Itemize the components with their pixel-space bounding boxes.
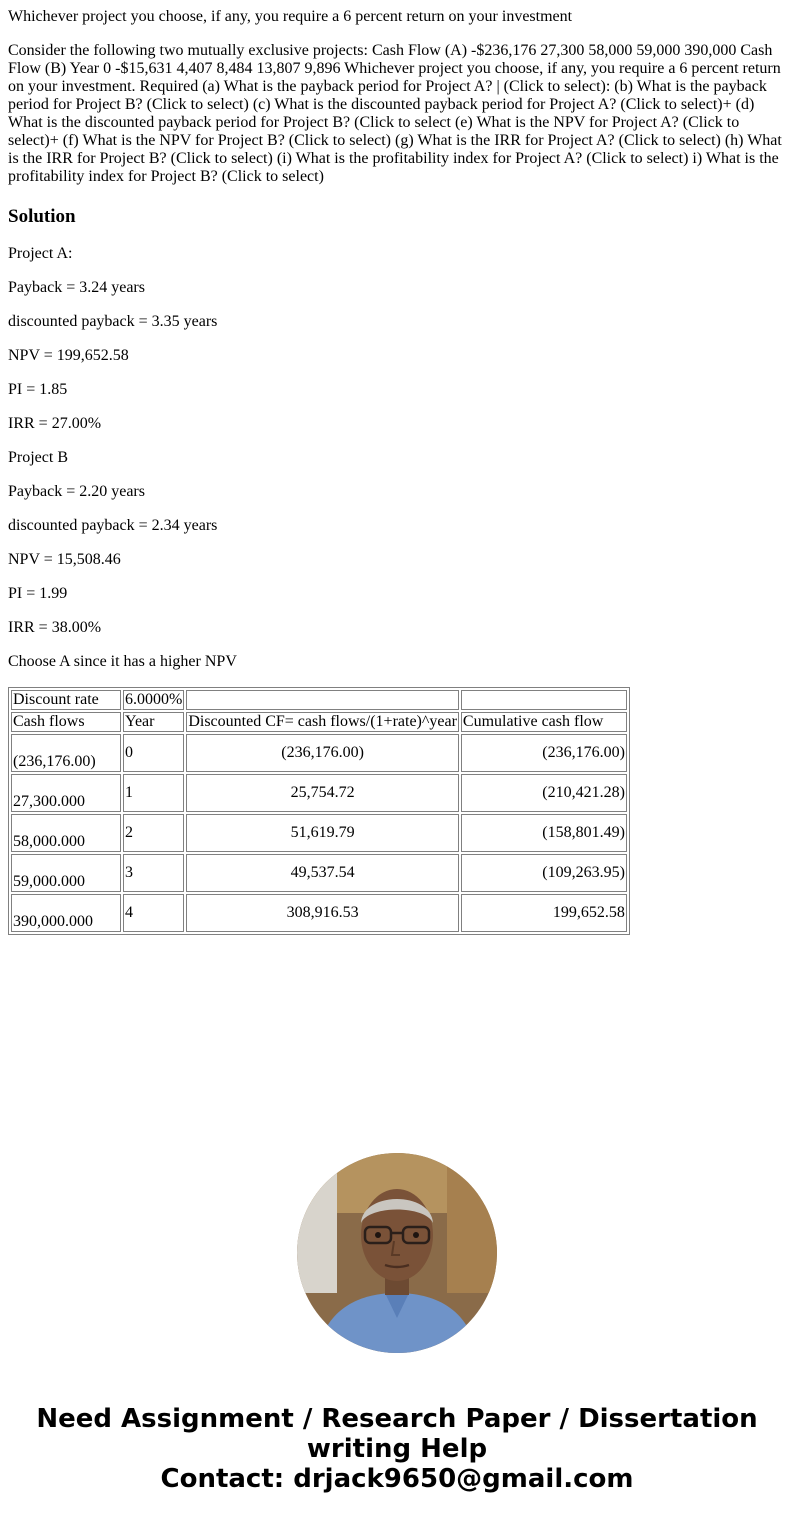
solution-line: PI = 1.99 <box>8 585 68 602</box>
discounted-cf-cell: 308,916.53 <box>186 894 459 932</box>
header-year: Year <box>123 712 184 732</box>
solution-line: PI = 1.85 <box>8 381 68 398</box>
avatar <box>297 1153 497 1353</box>
cash-flow-cell: 58,000.000 <box>11 814 121 852</box>
solution-line: Choose A since it has a higher NPV <box>8 653 237 670</box>
page-title: Whichever project you choose, if any, you require a 6 percent return on your investment <box>8 8 573 25</box>
discounted-cf-cell: 25,754.72 <box>186 774 459 812</box>
solution-line: Project B <box>8 449 68 466</box>
discount-rate-value: 6.0000% <box>125 691 183 708</box>
cumulative-cell: (158,801.49) <box>461 814 627 852</box>
promo-contact: Contact: drjack9650@gmail.com <box>160 1464 634 1494</box>
year-cell: 4 <box>123 894 184 932</box>
empty-cell <box>186 690 459 710</box>
discounted-cf-cell: (236,176.00) <box>186 734 459 772</box>
solution-line: IRR = 38.00% <box>8 619 102 636</box>
solution-lines <box>8 245 237 687</box>
cash-flow-cell: 27,300.000 <box>11 774 121 812</box>
empty-cell <box>461 690 627 710</box>
table-row <box>11 814 627 852</box>
promo-line: writing Help <box>306 1434 488 1464</box>
header-cash-flows: Cash flows <box>11 712 121 732</box>
cumulative-cell: (210,421.28) <box>461 774 627 812</box>
year-cell: 2 <box>123 814 184 852</box>
year-cell: 1 <box>123 774 184 812</box>
header-cumulative: Cumulative cash flow <box>461 712 627 732</box>
question-text: Consider the following two mutually exclusive projects: Cash Flow (A) -$236,176 27,300 58,000 59,000 390,000 Cash Flow (B) Year 0 -$15,631 4,407 8,484 13,807 9,896 Whichever project you choose, if any, you require a 6 percent return on your investment. Required (a) What is the payback period for Project A? | (Click to select): (b) What is the payback period for Project B? (Click to select) (c) What is the discounted payback period for Project A? (Click to select)+ (d) What is the discounted payback period for Project B? (Click to select (e) What is the NPV for Project A? (Click to select)+ (f) What is the NPV for Project B? (Click to select) (g) What is the IRR for Project A? (Click to select) (h) What is the IRR for Project B? (Click to select) (i) What is the profitability index for Project A? (Click to select) i) What is the profitability index for Project B? (Click to select) <box>8 42 782 185</box>
discount-rate-row <box>11 690 627 710</box>
cumulative-cell: (109,263.95) <box>461 854 627 892</box>
solution-line: Payback = 2.20 years <box>8 483 145 500</box>
discounted-cf-cell: 51,619.79 <box>186 814 459 852</box>
table-row <box>11 894 627 932</box>
cash-flow-cell: (236,176.00) <box>11 734 121 772</box>
solution-line: NPV = 199,652.58 <box>8 347 129 364</box>
cumulative-cell: (236,176.00) <box>461 734 627 772</box>
cash-flow-cell: 390,000.000 <box>11 894 121 932</box>
year-cell: 3 <box>123 854 184 892</box>
header-discounted-cf: Discounted CF= cash flows/(1+rate)^year <box>188 713 457 730</box>
solution-line: discounted payback = 3.35 years <box>8 313 218 330</box>
table-row <box>11 774 627 812</box>
table-row <box>11 854 627 892</box>
solution-line: Payback = 3.24 years <box>8 279 145 296</box>
solution-heading: Solution <box>8 206 76 227</box>
avatar-portrait <box>297 1153 497 1353</box>
cumulative-cell: 199,652.58 <box>461 894 627 932</box>
discount-rate-label: Discount rate <box>11 690 121 710</box>
solution-line: Project A: <box>8 245 73 262</box>
table-header-row <box>11 712 627 732</box>
cash-flow-cell: 59,000.000 <box>11 854 121 892</box>
promo-line: Need Assignment / Research Paper / Dissertation <box>36 1404 758 1434</box>
solution-line: discounted payback = 2.34 years <box>8 517 218 534</box>
promo-banner <box>0 1404 794 1494</box>
discounted-cf-cell: 49,537.54 <box>186 854 459 892</box>
year-cell: 0 <box>123 734 184 772</box>
cash-flow-table <box>8 687 630 935</box>
solution-line: IRR = 27.00% <box>8 415 102 432</box>
solution-line: NPV = 15,508.46 <box>8 551 121 568</box>
table-row <box>11 734 627 772</box>
